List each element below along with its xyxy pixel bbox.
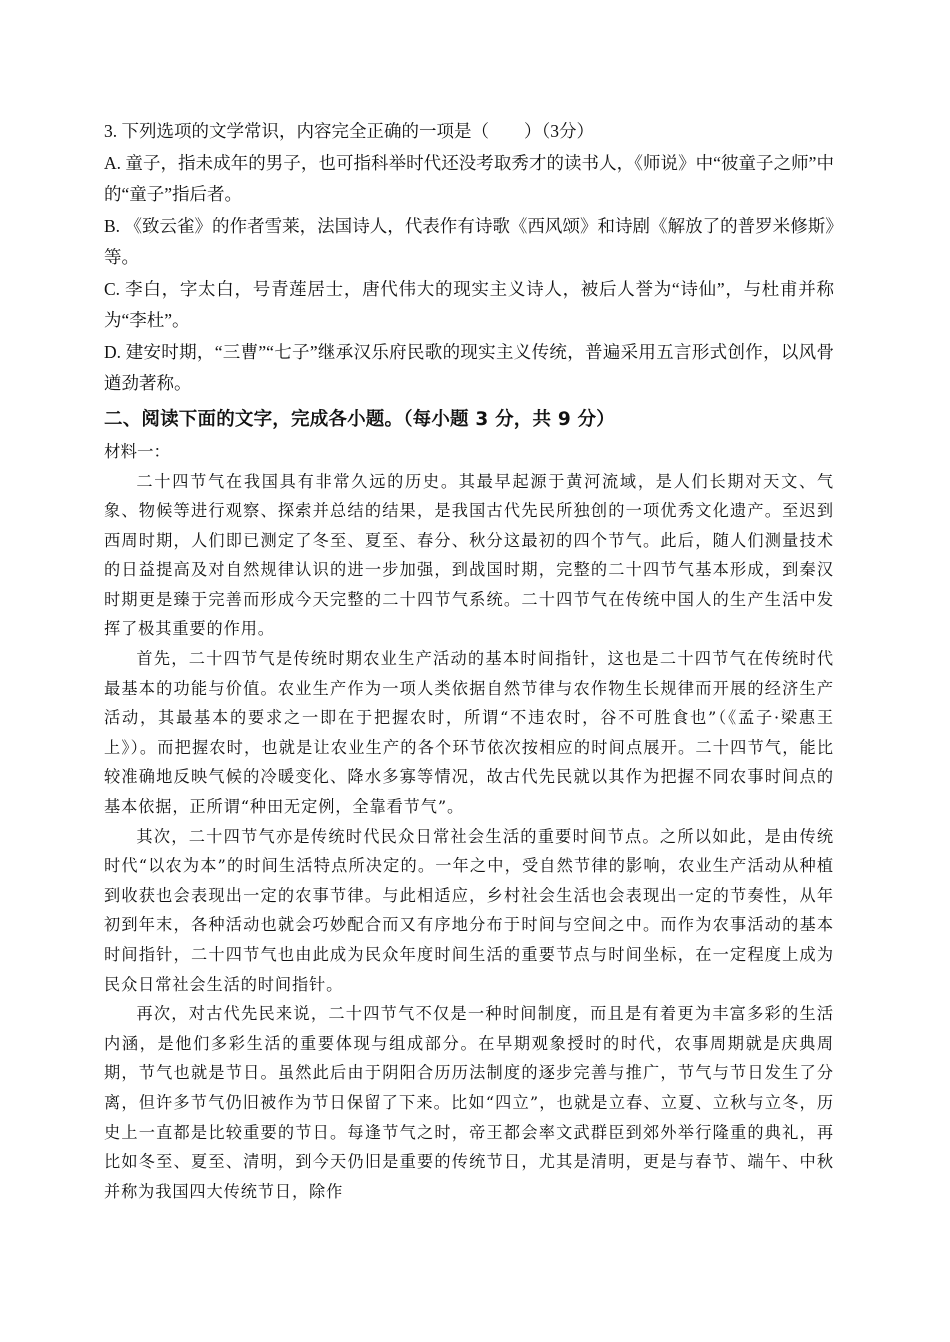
material-paragraph: 再次，对古代先民来说，二十四节气不仅是一种时间制度，而且是有着更为丰富多彩的生活内涵，是他们多彩生活的重要体现与组成部分。在早期观象授时的时代，农事周期就是庆典周期，节气也就是节日。虽然此后由于阴阳合历历法制度的逐步完善与推广，节气与节日发生了分离，但许多节气仍旧被作为节日保留了下来。比如“四立”，也就是立春、立夏、立秋与立冬，历史上一直都是比较重要的节日。每逢节气之时，帝王都会率文武群臣到郊外举行隆重的典礼，再比如冬至、夏至、清明，到今天仍旧是重要的传统节日，尤其是清明，更是与春节、端午、中秋并称为我国四大传统节日，除作 xyxy=(104,1004,834,1201)
material-paragraph: 首先，二十四节气是传统时期农业生产活动的基本时间指针，这也是二十四节气在传统时代最基本的功能与价值。农业生产作为一项人类依据自然节律与农作物生长规律而开展的经济生产活动，其最基本的要求之一即在于把握农时，所谓“不违农时，谷不可胜食也”（《孟子·梁惠王上》）。而把握农时，也就是让农业生产的各个环节依次按相应的时间点展开。二十四节气，能比较准确地反映气候的冷暖变化、降水多寡等情况，故古代先民就以其作为把握不同农事时间点的基本依据，正所谓“种田无定例，全靠看节气”。 xyxy=(104,649,834,817)
question-3-option-d: D. 建安时期，“三曹”“七子”继承汉乐府民歌的现实主义传统，普遍采用五言形式创作，以风骨遒劲著称。 xyxy=(104,341,834,393)
section-2-title: 二、阅读下面的文字，完成各小题。（每小题 3 分，共 9 分） xyxy=(104,408,615,430)
question-3-option-a: A. 童子，指未成年的男子，也可指科举时代还没考取秀才的读书人，《师说》中“彼童子之师”中的“童子”指后者。 xyxy=(104,152,834,204)
material-paragraph: 二十四节气在我国具有非常久远的历史。其最早起源于黄河流域，是人们长期对天文、气象、物候等进行观察、探索并总结的结果，是我国古代先民所独创的一项优秀文化遗产。至迟到西周时期，人们即已测定了冬至、夏至、春分、秋分这最初的四个节气。此后，随人们测量技术的日益提高及对自然规律认识的进一步加强，到战国时期，完整的二十四节气基本形成，到秦汉时期更是臻于完善而形成今天完整的二十四节气系统。二十四节气在传统中国人的生产生活中发挥了极其重要的作用。 xyxy=(104,471,834,639)
question-3-stem: 3. 下列选项的文学常识，内容完全正确的一项是（ ）（3分） xyxy=(104,121,594,141)
material-one-label: 材料一： xyxy=(104,441,170,461)
exam-page xyxy=(104,116,834,1206)
question-3-option-c: C. 李白，字太白，号青莲居士，唐代伟大的现实主义诗人，被后人誉为“诗仙”，与杜甫并称为“李杜”。 xyxy=(104,278,834,330)
material-paragraph: 其次，二十四节气亦是传统时代民众日常社会生活的重要时间节点。之所以如此，是由传统时代“以农为本”的时间生活特点所决定的。一年之中，受自然节律的影响，农业生产活动从种植到收获也会表现出一定的农事节律。与此相适应，乡村社会生活也会表现出一定的节奏性，从年初到年末，各种活动也就会巧妙配合而又有序地分布于时间与空间之中。而作为农事活动的基本时间指针，二十四节气也由此成为民众年度时间生活的重要节点与时间坐标，在一定程度上成为民众日常社会生活的时间指针。 xyxy=(104,826,834,994)
question-3-option-b: B. 《致云雀》的作者雪莱，法国诗人，代表作有诗歌《西风颂》和诗剧《解放了的普罗米修斯》等。 xyxy=(104,215,834,267)
